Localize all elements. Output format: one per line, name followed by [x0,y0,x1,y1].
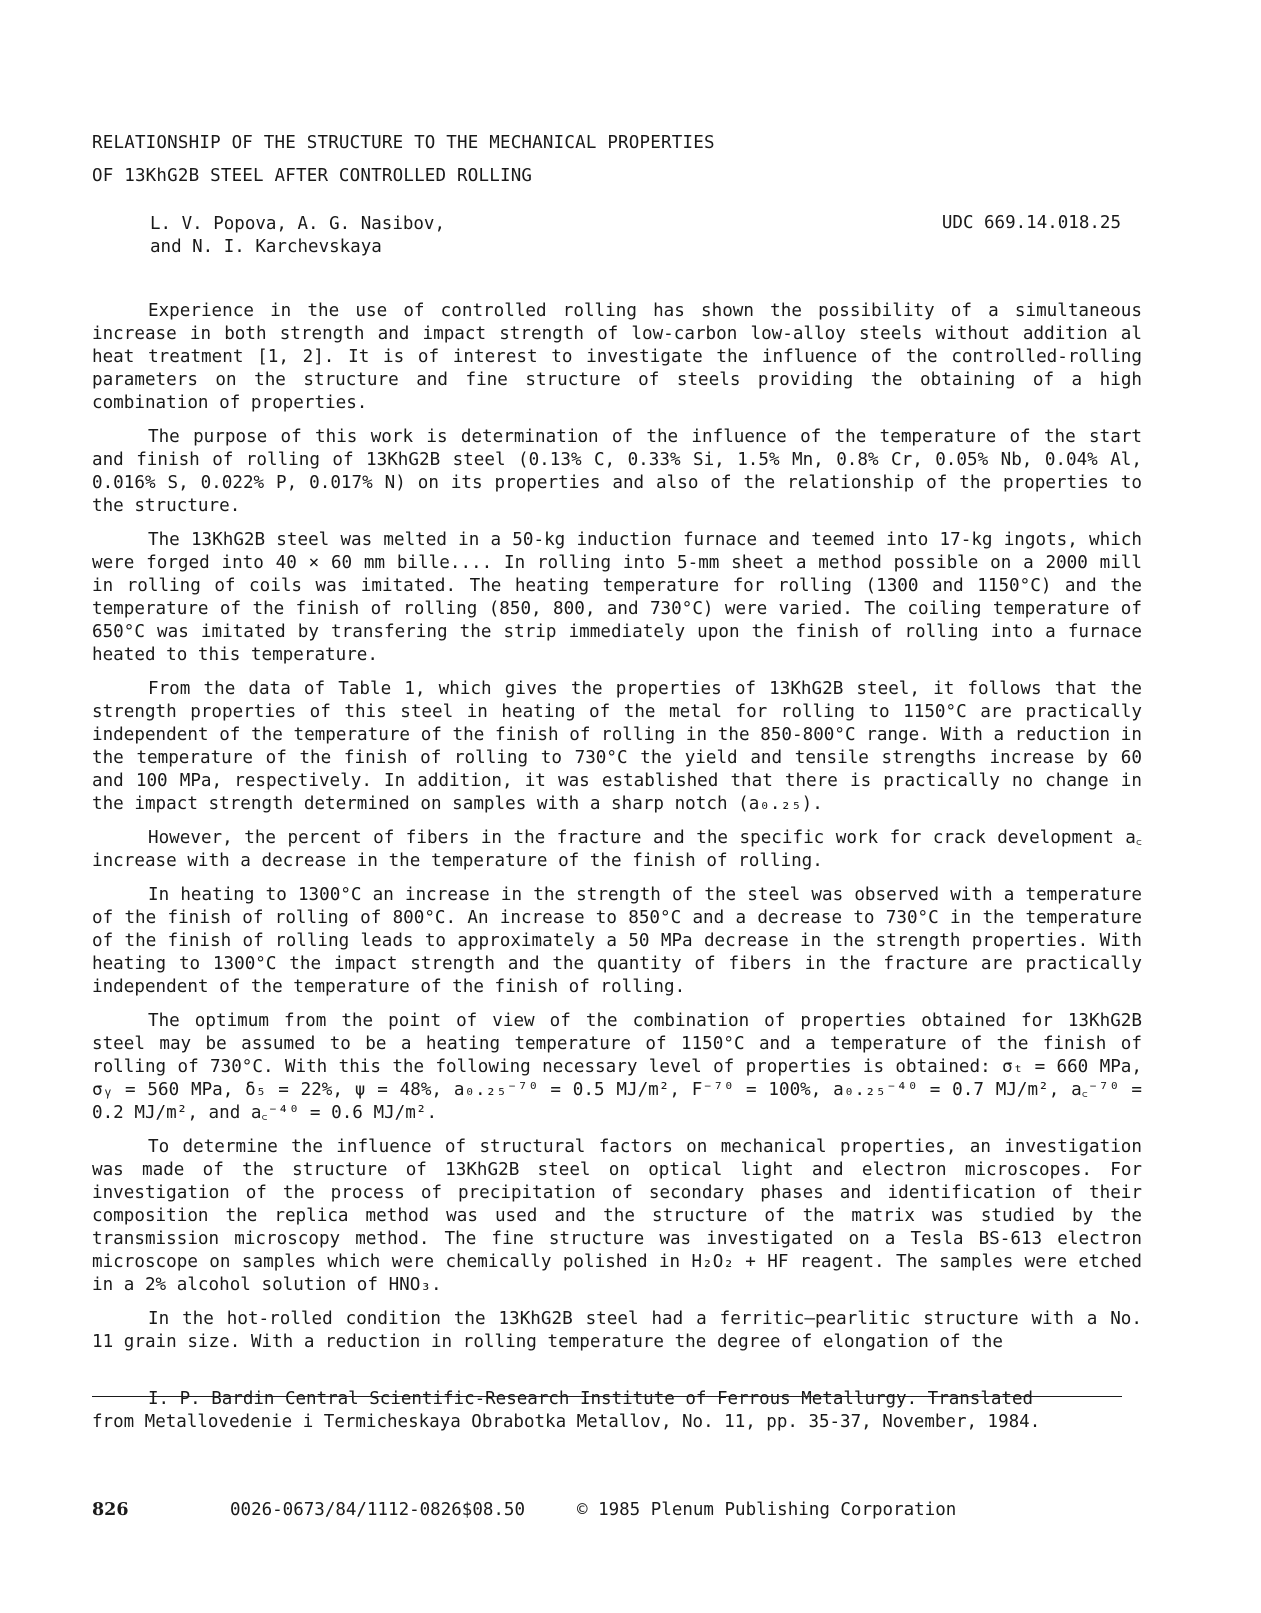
page-number: 826 [92,1500,129,1520]
paragraph-5: However, the percent of fibers in the fracture and the specific work for crack development a꜀ increase with a decrease in the temperature of the finish of rolling. [92,828,1142,871]
authors-line-2: and N. I. Karchevskaya [150,237,382,257]
paragraph-6: In heating to 1300°C an increase in the strength of the steel was observed with a temperature of the finish of rolling of 800°C. An increase to 850°C and a decrease to 730°C in the temperature of the finish of rolling leads to approximately a 50 MPa decrease in the strength properties. With heating to 1300°C the impact strength and the quantity of fibers in the fracture are practically independent of the temperature of the finish of rolling. [92,885,1142,997]
footnote-line-2: from Metallovedenie i Termicheskaya Obrabotka Metallov, No. 11, pp. 35-37, November, 1984. [92,1412,1041,1432]
paper-title-line-1: RELATIONSHIP OF THE STRUCTURE TO THE MECHANICAL PROPERTIES [92,133,715,153]
paragraph-9: In the hot-rolled condition the 13KhG2B steel had a ferritic—pearlitic structure with a No. 11 grain size. With a reduction in rolling temperature the degree of elongation of the [92,1309,1142,1352]
paragraph-3: The 13KhG2B steel was melted in a 50-kg induction furnace and teemed into 17-kg ingots, which were forged into 40 × 60 mm bille.... In rolling into 5-mm sheet a method possible on a 2000 mill in rolling of coils was imitated. The heating temperature for rolling (1300 and 1150°C) and the temperature of the finish of rolling (850, 800, and 730°C) were varied. The coiling temperature of 650°C was imitated by transfering the strip immediately upon the finish of rolling into a furnace heated to this temperature. [92,530,1142,665]
authors [150,213,445,259]
paragraph-8: To determine the influence of structural factors on mechanical properties, an investigation was made of the structure of 13KhG2B steel on optical light and electron microscopes. For investigation of the process of precipitation of secondary phases and identification of their composition the replica method was used and the structure of the matrix was studied by the transmission microscopy method. The fine structure was investigated on a Tesla BS-613 electron microscope on samples which were chemically polished in H₂O₂ + HF reagent. The samples were etched in a 2% alcohol solution of HNO₃. [92,1137,1142,1295]
footnote-line-1: I. P. Bardin Central Scientific-Research Institute of Ferrous Metallurgy. Translated [148,1389,1034,1409]
paragraph-2: The purpose of this work is determination of the influence of the temperature of the start and finish of rolling of 13KhG2B steel (0.13% C, 0.33% Si, 1.5% Mn, 0.8% Cr, 0.05% Nb, 0.04% Al, 0.016% S, 0.022% P, 0.017% N) on its properties and also of the relationship of the properties to the structure. [92,427,1142,516]
paragraph-7: The optimum from the point of view of the combination of properties obtained for 13KhG2B steel may be assumed to be a heating temperature of 1150°C and a temperature of the finish of rolling of 730°C. With this the following necessary level of properties is obtained: σₜ = 660 MPa, σᵧ = 560 MPa, δ₅ = 22%, ψ = 48%, a₀.₂₅⁻⁷⁰ = 0.5 MJ/m², F⁻⁷⁰ = 100%, a₀.₂₅⁻⁴⁰ = 0.7 MJ/m², a꜀⁻⁷⁰ = 0.2 MJ/m², and a꜀⁻⁴⁰ = 0.6 MJ/m². [92,1011,1142,1123]
paragraph-4: From the data of Table 1, which gives the properties of 13KhG2B steel, it follows that the strength properties of this steel in heating of the metal for rolling to 1150°C are practically independent of the temperature of the finish of rolling in the 850-800°C range. With a reduction in the temperature of the finish of rolling to 730°C the yield and tensile strengths increase by 60 and 100 MPa, respectively. In addition, it was established that there is practically no change in the impact strength determined on samples with a sharp notch (a₀.₂₅). [92,679,1142,814]
copyright: © 1985 Plenum Publishing Corporation [577,1500,957,1520]
paragraph-1: Experience in the use of controlled rolling has shown the possibility of a simultaneous increase in both strength and impact strength of low-carbon low-alloy steels without addition al heat treatment [1, 2]. It is of interest to investigate the influence of the controlled-rolling parameters on the structure and fine structure of steels providing the obtaining of a high combination of properties. [92,301,1142,413]
body-text [92,300,1142,1354]
udc-code: UDC 669.14.018.25 [941,213,1121,233]
authors-line-1: L. V. Popova, A. G. Nasibov, [150,214,446,234]
article-code: 0026-0673/84/1112-0826$08.50 [230,1500,526,1520]
footnote [92,1388,1122,1434]
paper-title-line-2: OF 13KhG2B STEEL AFTER CONTROLLED ROLLING [92,166,533,186]
